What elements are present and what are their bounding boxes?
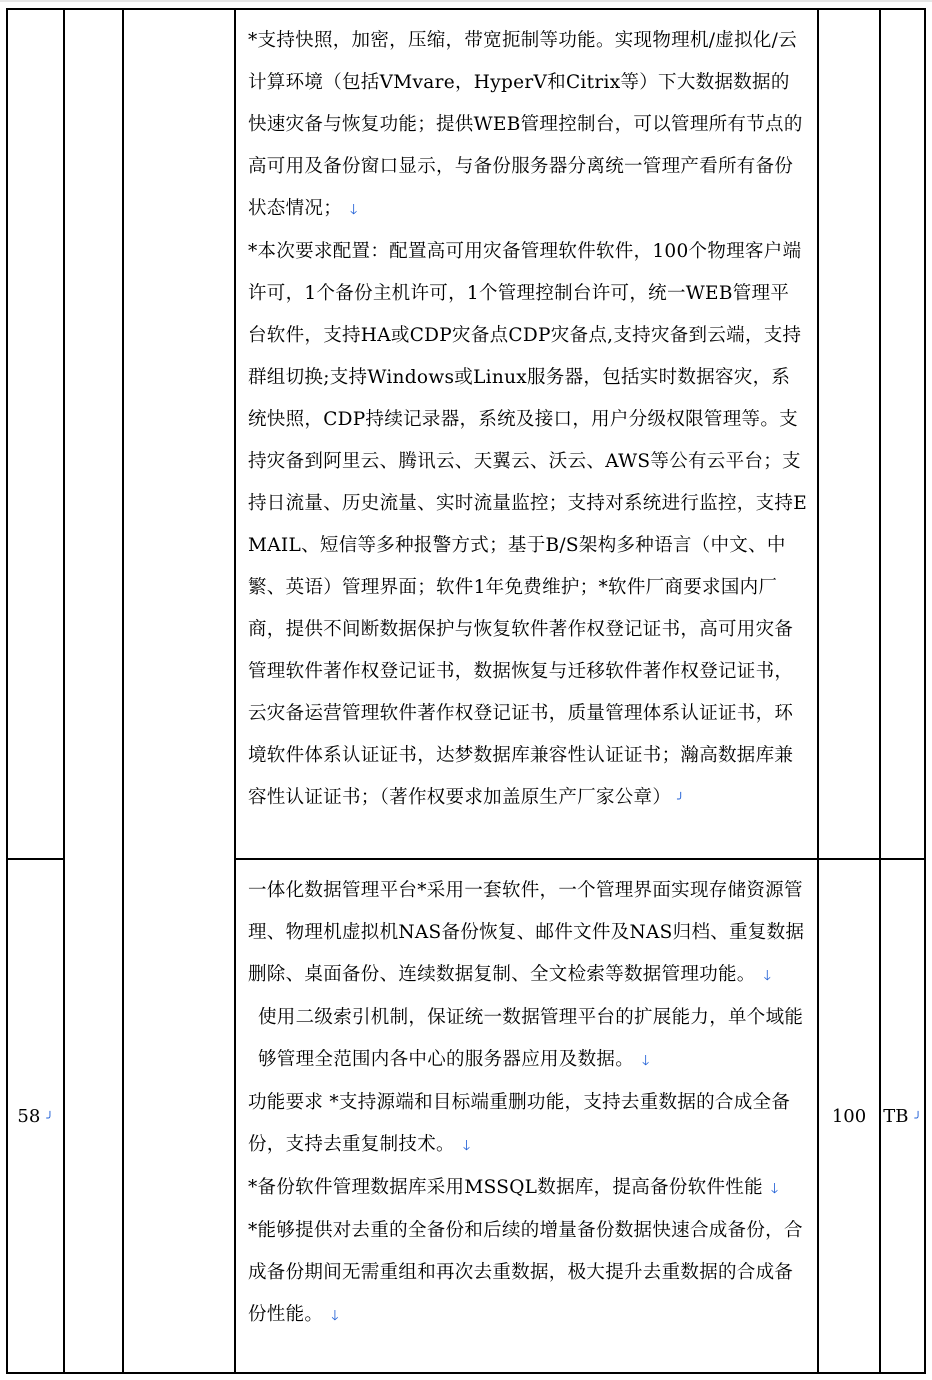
spec-table bbox=[6, 8, 926, 1374]
description-cell bbox=[235, 859, 818, 1373]
category-cell bbox=[123, 9, 235, 1373]
index-cell: 58 ╯ bbox=[7, 859, 64, 1373]
unit-cell: TB ╯ bbox=[880, 859, 925, 1373]
down-arrow-icon: 🡓 bbox=[331, 1308, 339, 1324]
down-arrow-icon: 🡓 bbox=[763, 968, 772, 984]
down-arrow-icon: 🡓 bbox=[462, 1138, 471, 1154]
index-cell bbox=[7, 9, 64, 859]
quantity-cell: 100 bbox=[818, 859, 880, 1373]
paragraph: 功能要求 *支持源端和目标端重删功能，支持去重数据的合成全备份，支持去重复制技术。 🡓 bbox=[248, 1092, 791, 1155]
paragraph: *本次要求配置：配置高可用灾备管理软件软件，100个物理客户端许可，1个备份主机许可，1个管理控制台许可，统一WEB管理平台软件，支持HA或CDP灾备点CDP灾备点,支持灾备到云端，支持群组切换;支持Windows或Linux服务器，包括实时数据容灾，系统快照，CDP持续记录器，系统及接口，用户分级权限管理等。支持灾备到阿里云、腾讯云、天翼云、沃云、AWS等公有云平台；支持日流量、历史流量、实时流量监控；支持对系统进行监控，支持EMAIL、短信等多种报警方式；基于B/S架构多种语言（中文、中繁、英语）管理界面；软件1年免费维护；*软件厂商要求国内厂商，提供不间断数据保护与恢复软件著作权登记证书，高可用灾备管理软件著作权登记证书，数据恢复与迁移软件著作权登记证书，云灾备运营管理软件著作权登记证书，质量管理体系认证证书，环境软件体系认证证书，达梦数据库兼容性认证证书；瀚高数据库兼容性认证证书；（著作权要求加盖原生产厂家公章） ╯ bbox=[248, 241, 808, 808]
page-top-rule bbox=[0, 0, 932, 2]
paragraph: *支持快照，加密，压缩，带宽扼制等功能。实现物理机/虚拟化/云计算环境（包括VMvare，HyperV和Citrix等）下大数据数据的快速灾备与恢复功能；提供WEB管理控制台，可以管理所有节点的高可用及备份窗口显示，与备份服务器分离统一管理产看所有备份状态情况； 🡓 bbox=[248, 30, 803, 219]
name-cell bbox=[64, 9, 123, 1373]
paragraph: 一体化数据管理平台*采用一套软件，一个管理界面实现存储资源管理、物理机虚拟机NAS备份恢复、邮件文件及NAS归档、重复数据删除、桌面备份、连续数据复制、全文检索等数据管理功能。 🡓 bbox=[248, 880, 805, 985]
paragraph: 使用二级索引机制，保证统一数据管理平台的扩展能力，单个域能够管理全范围内各中心的服务器应用及数据。 🡓 bbox=[258, 1007, 804, 1070]
paragraph: *备份软件管理数据库采用MSSQL数据库，提高备份软件性能 🡓 bbox=[248, 1177, 779, 1198]
down-arrow-icon: 🡓 bbox=[642, 1053, 650, 1069]
unit-cell bbox=[880, 9, 925, 859]
description-cell bbox=[235, 9, 818, 859]
down-arrow-icon: 🡓 bbox=[770, 1181, 779, 1197]
cell-end-icon: ╯ bbox=[46, 1110, 54, 1125]
down-arrow-icon: 🡓 bbox=[350, 202, 358, 218]
paragraph: *能够提供对去重的全备份和后续的增量备份数据快速合成备份，合成备份期间无需重组和再次去重数据，极大提升去重数据的合成备份性能。 🡓 bbox=[248, 1220, 803, 1325]
cell-end-icon: ╯ bbox=[677, 792, 685, 806]
quantity-cell bbox=[818, 9, 880, 859]
cell-end-icon: ╯ bbox=[914, 1110, 922, 1125]
table-row bbox=[7, 9, 925, 859]
